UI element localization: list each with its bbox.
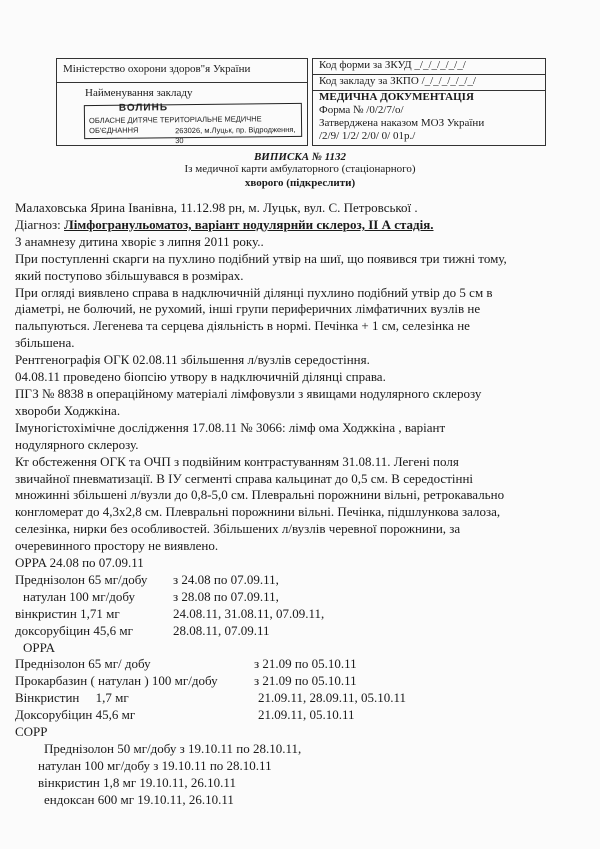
course-3-row: Преднізолон 50 мг/добу з 19.10.11 по 28.10.11,: [44, 741, 302, 756]
form-code-zkud: Код форми за ЗКУД _/_/_/_/_/_/: [313, 59, 545, 75]
text-line: З анамнезу дитина хворіє з липня 2011 року..: [15, 233, 264, 249]
approved-date: /2/9/ 1/2/ 2/0/ 0/ 01р./: [319, 130, 416, 142]
diagnosis-text: Лімфогранульоматоз, варіант нодулярнйи склероз, ІІ А стадія.: [64, 216, 434, 232]
doc-subtitle: Із медичної карти амбулаторного (стаціонарного): [184, 163, 416, 175]
med-doc-label: МЕДИЧНА ДОКУМЕНТАЦІЯ: [319, 91, 474, 103]
document-body: [15, 200, 585, 809]
stamp-org: ОБЛАСНЕ ДИТЯЧЕ ТЕРИТОРІАЛЬНЕ МЕДИЧНЕ ОБ'ЄДНАННЯ: [88, 114, 262, 136]
text-line: ПГЗ № 8838 в операційному матеріалі лімфовузли з явищами нодулярного склерозу: [15, 385, 482, 401]
diagnosis-label: Діагноз:: [15, 216, 65, 232]
drug-name: Прокарбазин ( натулан ) 100 мг/добу: [15, 673, 218, 689]
text-line: який поступово збільшувався в розмірах.: [15, 267, 244, 283]
patient-line: Малаховська Ярина Іванівна, 11.12.98 рн, м. Луцьк, вул. С. Петровської .: [15, 200, 418, 215]
institution-stamp: [84, 102, 302, 146]
course-3-row: ендоксан 600 мг 19.10.11, 26.10.11: [44, 791, 234, 807]
institution-label: Найменування закладу: [85, 87, 193, 99]
header-codes-box: [312, 58, 546, 146]
text-line: звичайної пневматизації. В ІУ сегменті справа кальцинат до 0,5 см. В середостінні: [15, 470, 474, 486]
text-line: очеревинного простору не виявлено.: [15, 538, 219, 554]
course-1-row: [15, 623, 585, 640]
ministry-name: Міністерство охорони здоров"я України: [57, 59, 307, 83]
course-3-row: вінкристин 1,8 мг 19.10.11, 26.10.11: [38, 774, 236, 790]
course-3-heading: COPP: [15, 724, 48, 740]
course-1-row: [15, 572, 585, 589]
course-2-row: [15, 690, 585, 707]
course-2-heading: OPPA: [23, 639, 56, 655]
course-2-row: [15, 673, 585, 690]
drug-name: Вінкристин 1,7 мг: [15, 690, 129, 706]
course-1-row: [15, 589, 585, 606]
drug-dates: 28.08.11, 07.09.11: [173, 622, 270, 638]
text-line: Імуногістохімічне дослідження 17.08.11 № 3066: лімф ома Ходжкіна , варіант: [15, 419, 446, 435]
diagnosis-line: [15, 217, 585, 234]
text-line: Рентгенографія ОГК 02.08.11 збільшення л/вузлів середостіння.: [15, 352, 370, 368]
text-line: конгломерат до 4,3х2,8 см. Плевральні порожнини вільні. Печінка, підшлункова залоза,: [15, 504, 501, 520]
drug-name: натулан 100 мг/добу: [23, 588, 135, 604]
course-3-row: натулан 100 мг/добу з 19.10.11 по 28.10.11: [38, 757, 272, 773]
drug-name: доксорубіцин 45,6 мг: [15, 622, 133, 638]
doc-subtitle-2: хворого (підкреслити): [244, 177, 356, 189]
text-line: діаметрі, не болючий, не рухомий, інші групи периферичних лімфатичних вузлів не: [15, 301, 481, 317]
stamp-title: ВОЛИНЬ: [118, 102, 169, 114]
code-zkpo: Код закладу за ЗКПО /_/_/_/_/_/_/: [313, 75, 545, 91]
form-number: Форма № /0/2/7/о/: [319, 104, 404, 116]
drug-dates: з 28.08 по 07.09.11,: [173, 588, 279, 604]
drug-dates: 21.09.11, 28.09.11, 05.10.11: [258, 690, 407, 706]
text-line: Кт обстеження ОГК та ОЧП з подвійним контрастуванням 31.08.11. Легені поля: [15, 453, 459, 469]
drug-dates: 24.08.11, 31.08.11, 07.09.11,: [173, 605, 325, 621]
course-1-heading: OPPA 24.08 по 07.09.11: [15, 555, 144, 571]
text-line: збільшена.: [15, 335, 75, 351]
course-2-row: [15, 707, 585, 724]
drug-name: Преднізолон 65 мг/добу: [15, 571, 148, 587]
course-2-row: [15, 656, 585, 673]
doc-title: ВИПИСКА № 1132: [253, 151, 347, 163]
text-line: селезінка, нирки без особливостей. Збільшених л/вузлів черевної порожнини, за: [15, 521, 461, 537]
drug-dates: з 21.09 по 05.10.11: [254, 656, 357, 672]
text-line: 04.08.11 проведено біопсію утвору в надключичній ділянці справа.: [15, 369, 386, 385]
drug-name: вінкристин 1,71 мг: [15, 605, 120, 621]
text-line: множинні збільшені л/вузли до 0,8-5,0 см. Плевральні порожнини вільні, ретрокавально: [15, 487, 505, 503]
drug-dates: з 24.08 по 07.09.11,: [173, 571, 279, 587]
drug-name: Доксорубіцин 45,6 мг: [15, 707, 136, 723]
drug-name: Преднізолон 65 мг/ добу: [15, 656, 151, 672]
drug-dates: з 21.09 по 05.10.11: [254, 673, 357, 689]
text-line: пальпуються. Легенева та серцева діяльність в нормі. Печінка + 1 см, селезінка не: [15, 318, 470, 334]
text-line: При поступленні скарги на пухлино подібний утвір на шиї, що появився три тижні тому,: [15, 250, 507, 266]
text-line: нодулярного склерозу.: [15, 436, 139, 452]
course-1-row: [15, 606, 585, 623]
text-line: хвороби Ходжкіна.: [15, 402, 121, 418]
approved-by: Затверджена наказом МОЗ України: [319, 117, 485, 129]
drug-dates: 21.09.11, 05.10.11: [258, 707, 355, 723]
text-line: При огляді виявлено справа в надключичній ділянці пухлино подібний утвір до 5 см в: [15, 284, 493, 300]
stamp-address: 263026, м.Луцьк, пр. Відродження, 30: [175, 124, 296, 146]
